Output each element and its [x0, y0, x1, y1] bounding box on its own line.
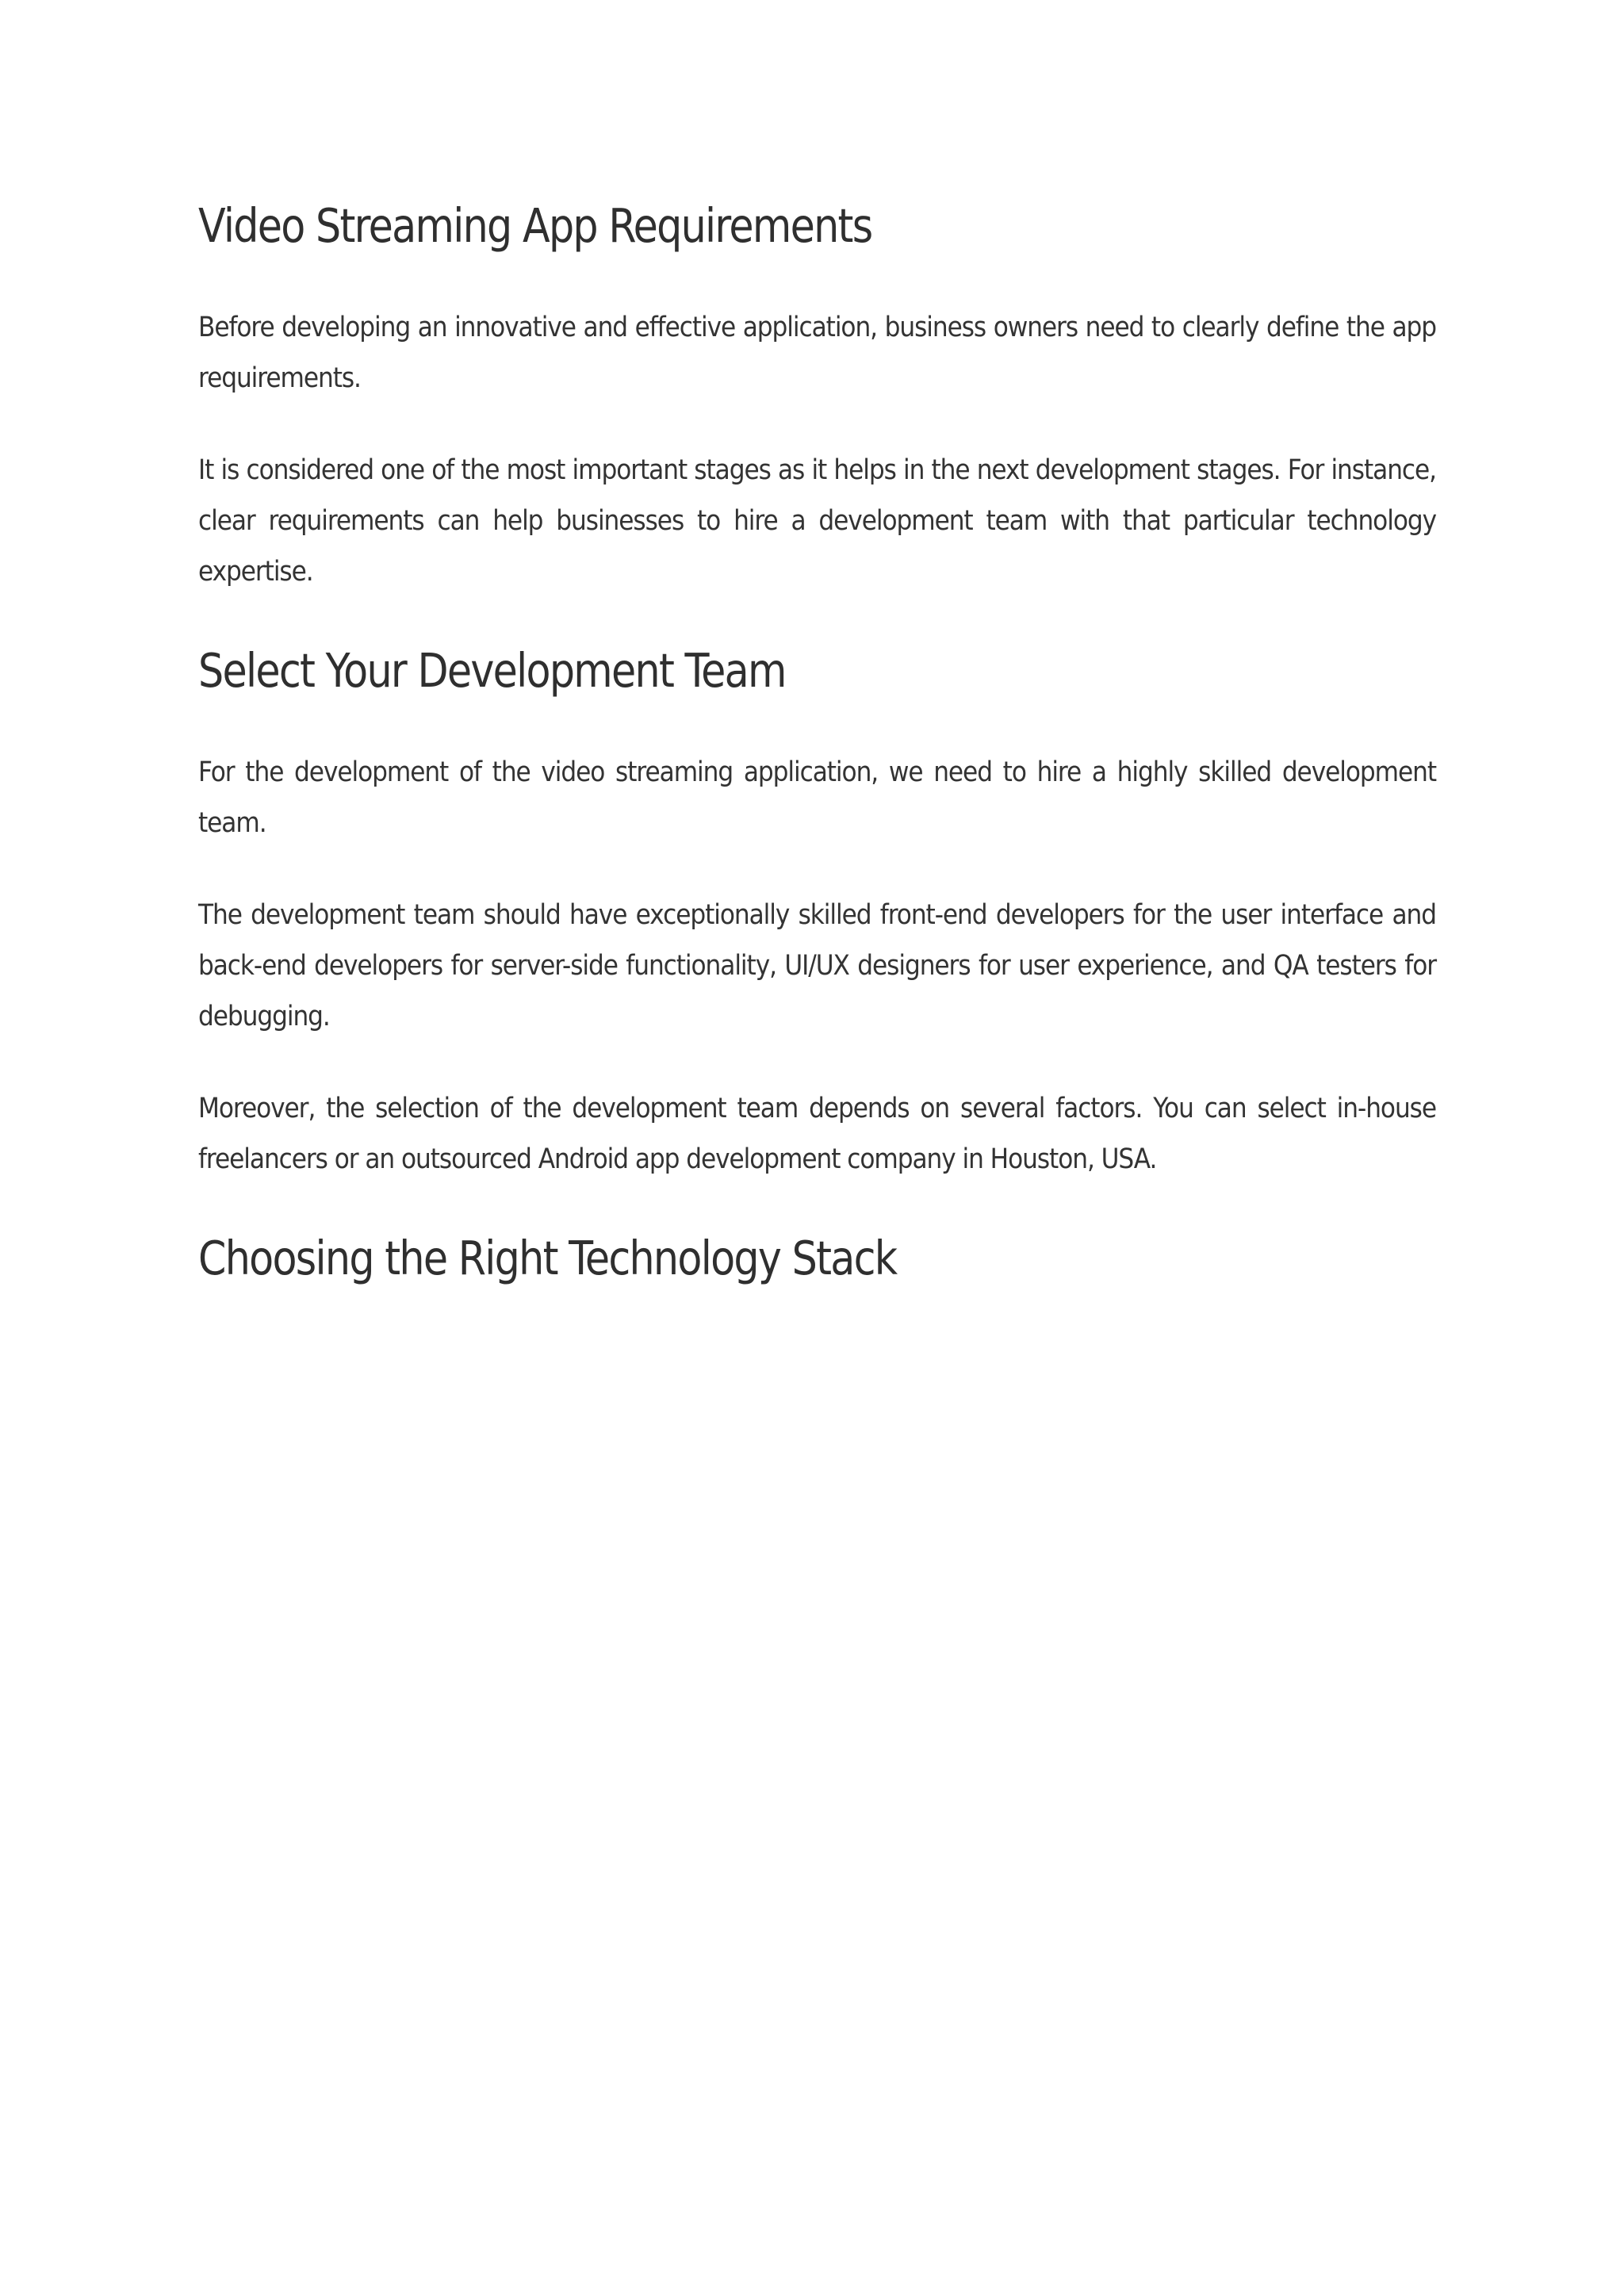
document-page	[198, 198, 1436, 1286]
paragraph-requirements-2: It is considered one of the most important stages as it helps in the next development stages. For instance, clear requirements can help businesses to hire a development team with that particular technology expertise.	[198, 454, 1436, 588]
paragraph-team-1: For the development of the video streaming application, we need to hire a highly skilled development team.	[198, 756, 1436, 839]
section-heading-development-team: Select Your Development Team	[198, 642, 786, 698]
paragraph-requirements-1: Before developing an innovative and effective application, business owners need to clearly define the app requirements.	[198, 311, 1436, 394]
section-heading-technology-stack: Choosing the Right Technology Stack	[198, 1230, 897, 1285]
paragraph-team-3: Moreover, the selection of the development team depends on several factors. You can select in-house freelancers or an outsourced Android app development company in Houston, USA.	[198, 1092, 1436, 1175]
paragraph-team-2: The development team should have exceptionally skilled front-end developers for the user interface and back-end developers for server-side functionality, UI/UX designers for user experience, and QA testers for debugging.	[198, 898, 1436, 1032]
section-heading-requirements: Video Streaming App Requirements	[198, 198, 872, 253]
